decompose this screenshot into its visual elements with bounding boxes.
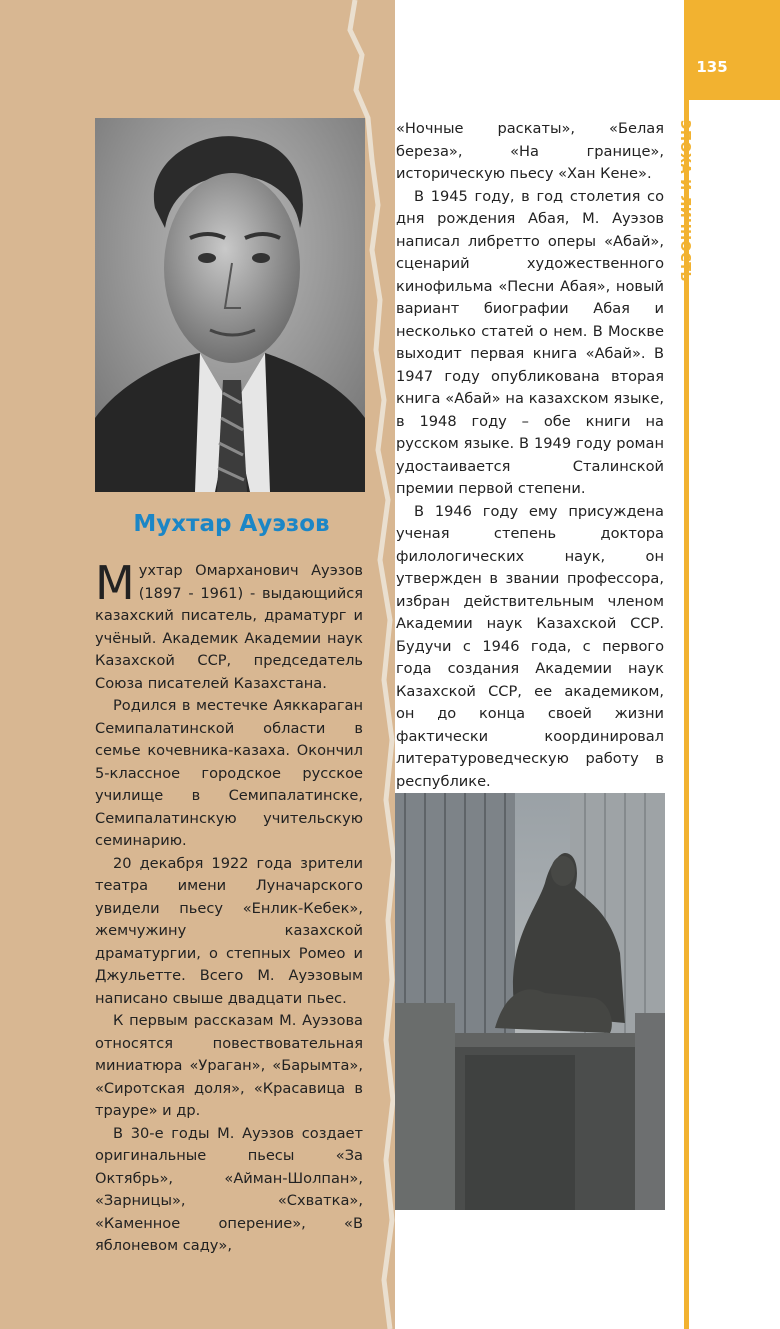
page-number-tab bbox=[684, 0, 780, 100]
paragraph: В 30-е годы М. Ауэзов создает оригинальные пьесы «За Октябрь», «Айман-Шолпан», «Зарницы», «Схватка», «Каменное оперение», «В яблоневом саду», bbox=[95, 1124, 363, 1254]
monument-photo bbox=[395, 793, 665, 1210]
right-column bbox=[396, 118, 664, 861]
section-label-text: ЭПОХА И ЛИЧНОСТЬ bbox=[677, 120, 692, 282]
paragraph: Родился в местечке Аяккараган Семипалатинской области в семье кочевника-казаха. Окончил 5-классное городское русское училище в Семипалатинске, Семипалатинскую учительскую семинарию. bbox=[95, 697, 363, 849]
paragraph: «Ночные раскаты», «Белая береза», «На границе», историческую пьесу «Хан Кене». bbox=[396, 120, 664, 182]
paragraph: В 1945 году, в год столетия со дня рождения Абая, М. Ауэзов написал либретто оперы «Абай», сценарий художественного кинофильма «Песни Абая», новый вариант биографии Абая и несколько статей о нем. В Москве выходит первая книга «Абай». В 1947 году опубликована вторая книга «Абай» на казахском языке, в 1948 году – обе книги на русском языке. В 1949 году роман удостаивается Сталинской премии первой степени. bbox=[396, 187, 664, 497]
paragraph: 20 декабря 1922 года зрители театра имени Луначарского увидели пьесу «Енлик-Кебек», жемчужину казахской драматургии, о степных Ромео и Джульетте. Всего М. Ауэзовым написано свыше двадцати пьес. bbox=[95, 854, 363, 1007]
page-number: 135 bbox=[696, 58, 728, 76]
paragraph: Мухтар Омарханович Ауэзов (1897 - 1961) - выдающийся казахский писатель, драматург и учёный. Академик Академии наук Казахской ССР, председатель Союза писателей Казахстана. bbox=[95, 556, 363, 692]
paragraph: К первым рассказам М. Ауэзова относятся повествовательная миниатюра «Ураган», «Барымта», «Сиротская доля», «Красавица в трауре» и др. bbox=[95, 1012, 363, 1119]
paragraph: В 1946 году ему присуждена ученая степень доктора филологических наук, он утвержден в звании профессора, избран действительным членом Академии наук Казахской ССР. Будучи с 1946 года, с первого года создания Академии наук Казахской ССР, ее академиком, он до конца своей жизни фактически координировал литературоведческую работу в республике. bbox=[396, 502, 664, 790]
article-title: Мухтар Ауэзов bbox=[133, 511, 330, 537]
sidebar-accent-line bbox=[684, 100, 689, 1329]
section-label bbox=[677, 120, 708, 282]
left-column bbox=[95, 556, 363, 1258]
drop-cap: М bbox=[95, 556, 135, 610]
portrait-photo bbox=[95, 118, 365, 492]
